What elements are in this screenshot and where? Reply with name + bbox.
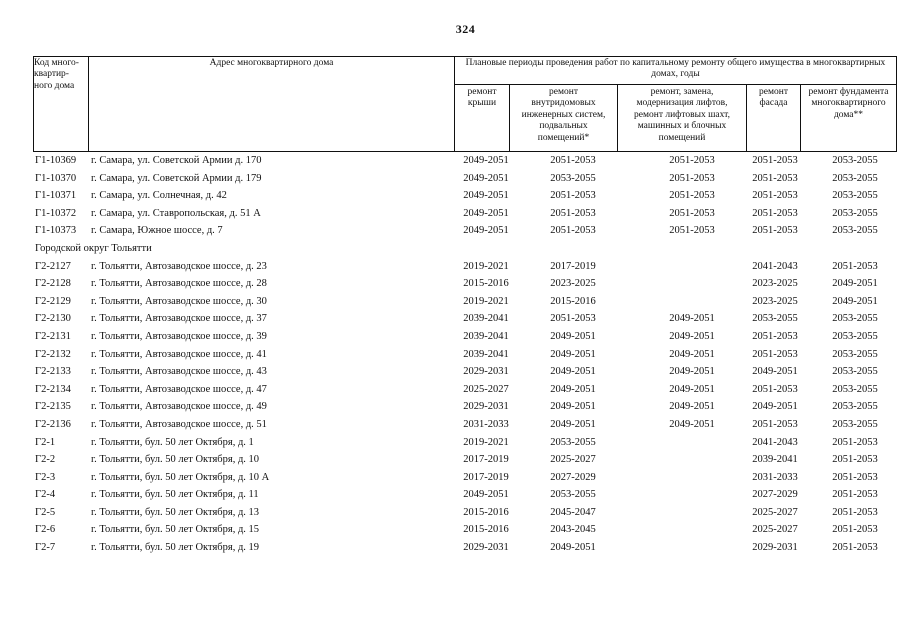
table-row bbox=[33, 398, 897, 416]
cell-code: Г2-2131 bbox=[35, 330, 71, 342]
cell-roof: 2029-2031 bbox=[463, 366, 509, 378]
table-row bbox=[33, 222, 897, 240]
table-row bbox=[33, 434, 897, 452]
cell-facade: 2029-2031 bbox=[752, 542, 798, 554]
table-row bbox=[33, 293, 897, 311]
table-row bbox=[33, 486, 897, 504]
code-col-divider bbox=[88, 56, 89, 152]
cell-facade: 2051-2053 bbox=[752, 330, 798, 342]
header-group-title: Плановые периоды проведения работ по капитальному ремонту общего имущества в многоквартирных домах, годы bbox=[465, 58, 886, 80]
cell-engineering: 2049-2051 bbox=[550, 383, 596, 395]
cell-roof: 2017-2019 bbox=[463, 471, 509, 483]
cell-address: г. Самара, ул. Советской Армии д. 179 bbox=[91, 172, 262, 184]
cell-roof: 2049-2051 bbox=[463, 489, 509, 501]
cell-address: г. Тольятти, Автозаводское шоссе, д. 41 bbox=[91, 348, 267, 360]
cell-engineering: 2017-2019 bbox=[550, 260, 596, 272]
cell-address: г. Тольятти, Автозаводское шоссе, д. 47 bbox=[91, 383, 267, 395]
table-row bbox=[33, 170, 897, 188]
section-row bbox=[33, 240, 897, 258]
cell-foundation: 2051-2053 bbox=[832, 260, 878, 272]
cell-foundation: 2053-2055 bbox=[832, 401, 878, 413]
cell-roof: 2025-2027 bbox=[463, 383, 509, 395]
header-engineering: ремонт внутридомовых инженерных систем, подвальных помещений* bbox=[521, 87, 606, 143]
table-row bbox=[33, 152, 897, 170]
cell-facade: 2049-2051 bbox=[752, 401, 798, 413]
cell-foundation: 2051-2053 bbox=[832, 506, 878, 518]
header-lifts: ремонт, замена, модернизация лифтов, ремонт лифтовых шахт, машинных и блочных помещений bbox=[634, 87, 730, 143]
cell-roof: 2017-2019 bbox=[463, 454, 509, 466]
cell-address: г. Самара, ул. Солнечная, д. 42 bbox=[91, 190, 227, 202]
cell-foundation: 2053-2055 bbox=[832, 330, 878, 342]
cell-engineering: 2051-2053 bbox=[550, 313, 596, 325]
cell-facade: 2025-2027 bbox=[752, 524, 798, 536]
cell-lifts: 2049-2051 bbox=[669, 366, 715, 378]
cell-code: Г1-10373 bbox=[35, 225, 77, 237]
cell-code: Г2-7 bbox=[35, 542, 56, 554]
header-code: Код много- квартир- ного дома bbox=[34, 58, 79, 91]
cell-facade: 2051-2053 bbox=[752, 383, 798, 395]
cell-roof: 2049-2051 bbox=[463, 172, 509, 184]
cell-code: Г2-5 bbox=[35, 506, 56, 518]
cell-engineering: 2051-2053 bbox=[550, 207, 596, 219]
cell-code: Г2-2130 bbox=[35, 313, 71, 325]
table-row bbox=[33, 328, 897, 346]
cell-foundation: 2053-2055 bbox=[832, 190, 878, 202]
cell-engineering: 2043-2045 bbox=[550, 524, 596, 536]
table-row bbox=[33, 469, 897, 487]
cell-facade: 2041-2043 bbox=[752, 260, 798, 272]
cell-code: Г1-10372 bbox=[35, 207, 77, 219]
cell-foundation: 2051-2053 bbox=[832, 489, 878, 501]
cell-lifts: 2049-2051 bbox=[669, 418, 715, 430]
cell-foundation: 2051-2053 bbox=[832, 454, 878, 466]
cell-engineering: 2049-2051 bbox=[550, 401, 596, 413]
table-row bbox=[33, 187, 897, 205]
cell-foundation: 2049-2051 bbox=[832, 295, 878, 307]
cell-facade: 2031-2033 bbox=[752, 471, 798, 483]
cell-roof: 2049-2051 bbox=[463, 190, 509, 202]
cell-roof: 2019-2021 bbox=[463, 295, 509, 307]
cell-address: г. Тольятти, Автозаводское шоссе, д. 37 bbox=[91, 313, 267, 325]
header-facade: ремонт фасада bbox=[759, 87, 788, 109]
cell-address: г. Тольятти, бул. 50 лет Октября, д. 1 bbox=[91, 436, 254, 448]
cell-engineering: 2049-2051 bbox=[550, 366, 596, 378]
page-number bbox=[0, 22, 905, 37]
cell-code: Г2-2134 bbox=[35, 383, 71, 395]
cell-address: г. Тольятти, бул. 50 лет Октября, д. 10 А bbox=[91, 471, 270, 483]
cell-address: г. Тольятти, бул. 50 лет Октября, д. 10 bbox=[91, 454, 260, 466]
cell-facade: 2051-2053 bbox=[752, 348, 798, 360]
cell-facade: 2051-2053 bbox=[752, 190, 798, 202]
table-row bbox=[33, 363, 897, 381]
cell-facade: 2053-2055 bbox=[752, 313, 798, 325]
cell-foundation: 2051-2053 bbox=[832, 524, 878, 536]
cell-engineering: 2027-2029 bbox=[550, 471, 596, 483]
header-address: Адрес многоквартирного дома bbox=[209, 58, 334, 68]
cell-roof: 2049-2051 bbox=[463, 207, 509, 219]
cell-facade: 2041-2043 bbox=[752, 436, 798, 448]
cell-lifts: 2049-2051 bbox=[669, 313, 715, 325]
cell-facade: 2051-2053 bbox=[752, 225, 798, 237]
table-row bbox=[33, 521, 897, 539]
table-row bbox=[33, 346, 897, 364]
cell-code: Г2-2129 bbox=[35, 295, 71, 307]
cell-foundation: 2051-2053 bbox=[832, 436, 878, 448]
cell-roof: 2049-2051 bbox=[463, 155, 509, 166]
table-row bbox=[33, 258, 897, 276]
cell-code: Г2-6 bbox=[35, 524, 56, 536]
cell-code: Г2-2128 bbox=[35, 278, 71, 290]
cell-engineering: 2051-2053 bbox=[550, 155, 596, 166]
cell-code: Г2-2132 bbox=[35, 348, 71, 360]
cell-engineering: 2049-2051 bbox=[550, 330, 596, 342]
table-body bbox=[33, 152, 897, 557]
table-row bbox=[33, 416, 897, 434]
cell-code: Г2-2 bbox=[35, 454, 56, 466]
table-row bbox=[33, 205, 897, 223]
cell-address: г. Тольятти, Автозаводское шоссе, д. 28 bbox=[91, 278, 267, 290]
cell-lifts: 2051-2053 bbox=[669, 172, 715, 184]
cell-engineering: 2051-2053 bbox=[550, 190, 596, 202]
cell-roof: 2015-2016 bbox=[463, 524, 509, 536]
cell-engineering: 2053-2055 bbox=[550, 172, 596, 184]
cell-foundation: 2053-2055 bbox=[832, 383, 878, 395]
cell-foundation: 2053-2055 bbox=[832, 155, 878, 166]
cell-foundation: 2053-2055 bbox=[832, 418, 878, 430]
cell-code: Г2-2135 bbox=[35, 401, 71, 413]
cell-lifts: 2051-2053 bbox=[669, 190, 715, 202]
cell-roof: 2039-2041 bbox=[463, 313, 509, 325]
cell-foundation: 2049-2051 bbox=[832, 278, 878, 290]
cell-foundation: 2051-2053 bbox=[832, 471, 878, 483]
cell-roof: 2039-2041 bbox=[463, 330, 509, 342]
cell-address: г. Тольятти, бул. 50 лет Октября, д. 13 bbox=[91, 506, 260, 518]
table-row bbox=[33, 310, 897, 328]
cell-engineering: 2049-2051 bbox=[550, 348, 596, 360]
cell-roof: 2019-2021 bbox=[463, 436, 509, 448]
cell-address: г. Самара, ул. Советской Армии д. 170 bbox=[91, 155, 262, 166]
cell-roof: 2015-2016 bbox=[463, 278, 509, 290]
cell-facade: 2051-2053 bbox=[752, 418, 798, 430]
cell-code: Г2-3 bbox=[35, 471, 56, 483]
cell-address: г. Тольятти, Автозаводское шоссе, д. 39 bbox=[91, 330, 267, 342]
cell-code: Г2-2136 bbox=[35, 418, 71, 430]
cell-engineering: 2053-2055 bbox=[550, 489, 596, 501]
cell-code: Г2-4 bbox=[35, 489, 56, 501]
cell-code: Г2-1 bbox=[35, 436, 56, 448]
cell-address: г. Самара, Южное шоссе, д. 7 bbox=[91, 225, 223, 237]
cell-foundation: 2053-2055 bbox=[832, 313, 878, 325]
table-row bbox=[33, 504, 897, 522]
cell-foundation: 2053-2055 bbox=[832, 366, 878, 378]
cell-roof: 2039-2041 bbox=[463, 348, 509, 360]
cell-address: г. Тольятти, Автозаводское шоссе, д. 43 bbox=[91, 366, 267, 378]
cell-roof: 2015-2016 bbox=[463, 506, 509, 518]
cell-lifts: 2051-2053 bbox=[669, 155, 715, 166]
section-label: Городской округ Тольятти bbox=[35, 242, 152, 254]
cell-address: г. Тольятти, бул. 50 лет Октября, д. 19 bbox=[91, 542, 260, 554]
cell-facade: 2049-2051 bbox=[752, 366, 798, 378]
cell-code: Г1-10370 bbox=[35, 172, 77, 184]
cell-foundation: 2053-2055 bbox=[832, 225, 878, 237]
cell-address: г. Тольятти, Автозаводское шоссе, д. 30 bbox=[91, 295, 267, 307]
header-foundation: ремонт фундамента многоквартирного дома** bbox=[808, 87, 889, 120]
cell-roof: 2049-2051 bbox=[463, 225, 509, 237]
cell-engineering: 2025-2027 bbox=[550, 454, 596, 466]
table-row bbox=[33, 451, 897, 469]
cell-address: г. Тольятти, бул. 50 лет Октября, д. 15 bbox=[91, 524, 260, 536]
cell-engineering: 2045-2047 bbox=[550, 506, 596, 518]
cell-roof: 2029-2031 bbox=[463, 401, 509, 413]
cell-address: г. Тольятти, бул. 50 лет Октября, д. 11 bbox=[91, 489, 259, 501]
header-roof: ремонт крыши bbox=[467, 87, 497, 109]
cell-code: Г1-10371 bbox=[35, 190, 77, 202]
cell-roof: 2029-2031 bbox=[463, 542, 509, 554]
cell-roof: 2031-2033 bbox=[463, 418, 509, 430]
cell-facade: 2039-2041 bbox=[752, 454, 798, 466]
cell-facade: 2051-2053 bbox=[752, 172, 798, 184]
cell-facade: 2051-2053 bbox=[752, 155, 798, 166]
cell-engineering: 2023-2025 bbox=[550, 278, 596, 290]
cell-foundation: 2051-2053 bbox=[832, 542, 878, 554]
cell-engineering: 2049-2051 bbox=[550, 418, 596, 430]
cell-lifts: 2051-2053 bbox=[669, 207, 715, 219]
header-top-rule bbox=[33, 56, 897, 57]
header-right-border bbox=[896, 56, 897, 152]
cell-code: Г2-2127 bbox=[35, 260, 71, 272]
cell-roof: 2019-2021 bbox=[463, 260, 509, 272]
cell-lifts: 2049-2051 bbox=[669, 348, 715, 360]
cell-lifts: 2049-2051 bbox=[669, 383, 715, 395]
cell-engineering: 2015-2016 bbox=[550, 295, 596, 307]
page-number-text: 324 bbox=[455, 22, 476, 36]
table-row bbox=[33, 275, 897, 293]
cell-facade: 2027-2029 bbox=[752, 489, 798, 501]
cell-foundation: 2053-2055 bbox=[832, 348, 878, 360]
cell-lifts: 2051-2053 bbox=[669, 225, 715, 237]
table-row bbox=[33, 539, 897, 557]
group-divider-rule bbox=[454, 84, 897, 85]
cell-address: г. Самара, ул. Ставропольская, д. 51 А bbox=[91, 207, 261, 219]
cell-engineering: 2051-2053 bbox=[550, 225, 596, 237]
cell-foundation: 2053-2055 bbox=[832, 207, 878, 219]
cell-address: г. Тольятти, Автозаводское шоссе, д. 51 bbox=[91, 418, 267, 430]
cell-facade: 2023-2025 bbox=[752, 278, 798, 290]
cell-lifts: 2049-2051 bbox=[669, 330, 715, 342]
cell-engineering: 2049-2051 bbox=[550, 542, 596, 554]
table-header bbox=[33, 56, 897, 152]
cell-facade: 2023-2025 bbox=[752, 295, 798, 307]
cell-facade: 2025-2027 bbox=[752, 506, 798, 518]
cell-address: г. Тольятти, Автозаводское шоссе, д. 23 bbox=[91, 260, 267, 272]
table-row bbox=[33, 381, 897, 399]
cell-facade: 2051-2053 bbox=[752, 207, 798, 219]
cell-foundation: 2053-2055 bbox=[832, 172, 878, 184]
cell-code: Г1-10369 bbox=[35, 155, 77, 166]
cell-code: Г2-2133 bbox=[35, 366, 71, 378]
cell-engineering: 2053-2055 bbox=[550, 436, 596, 448]
cell-address: г. Тольятти, Автозаводское шоссе, д. 49 bbox=[91, 401, 267, 413]
cell-lifts: 2049-2051 bbox=[669, 401, 715, 413]
